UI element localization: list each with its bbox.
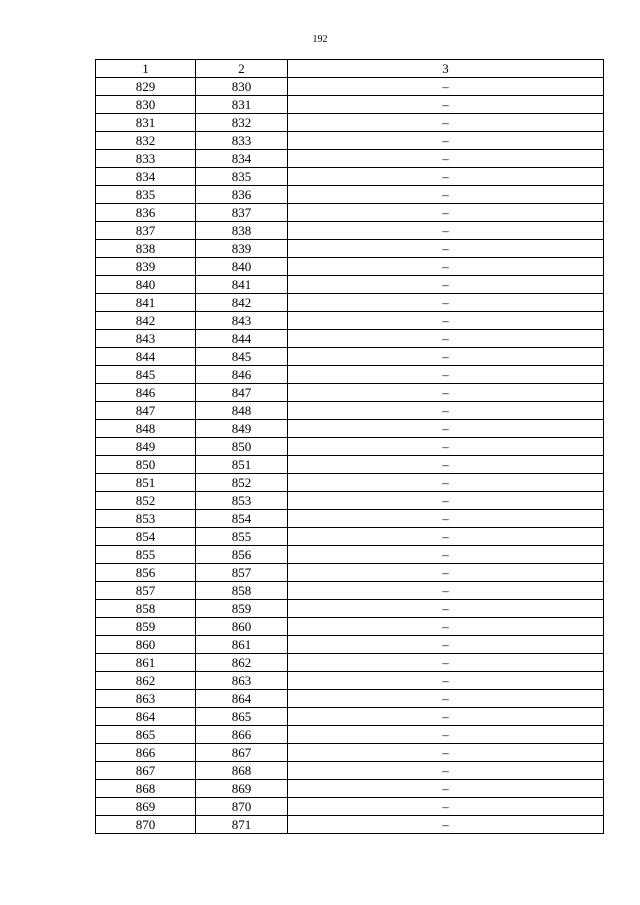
- table-cell-col1: 867: [96, 762, 196, 780]
- table-row: [96, 240, 604, 258]
- table-cell-col3: –: [288, 600, 604, 618]
- table-cell-col2: 857: [196, 564, 288, 582]
- table-cell-col3: –: [288, 582, 604, 600]
- table-cell-col1: 860: [96, 636, 196, 654]
- table-cell-col1: 862: [96, 672, 196, 690]
- table-cell-col1: 841: [96, 294, 196, 312]
- table-row: [96, 384, 604, 402]
- table-cell-col3: –: [288, 222, 604, 240]
- table-cell-col1: 853: [96, 510, 196, 528]
- table-row: [96, 132, 604, 150]
- table-cell-col1: 835: [96, 186, 196, 204]
- table-cell-col3: –: [288, 546, 604, 564]
- table-cell-col2: 839: [196, 240, 288, 258]
- table-cell-col3: –: [288, 204, 604, 222]
- table-cell-col3: –: [288, 474, 604, 492]
- table-row: [96, 564, 604, 582]
- table-cell-col1: 863: [96, 690, 196, 708]
- table-cell-col1: 831: [96, 114, 196, 132]
- table-cell-col1: 868: [96, 780, 196, 798]
- table-cell-col3: –: [288, 528, 604, 546]
- table-row: [96, 114, 604, 132]
- table-cell-col2: 864: [196, 690, 288, 708]
- table-cell-col3: –: [288, 330, 604, 348]
- column-header-3: 3: [288, 60, 604, 78]
- table-cell-col3: –: [288, 564, 604, 582]
- table-cell-col2: 848: [196, 402, 288, 420]
- table-cell-col2: 870: [196, 798, 288, 816]
- table-cell-col1: 850: [96, 456, 196, 474]
- table-cell-col1: 858: [96, 600, 196, 618]
- table-cell-col2: 834: [196, 150, 288, 168]
- table-cell-col2: 853: [196, 492, 288, 510]
- table-cell-col1: 857: [96, 582, 196, 600]
- table-cell-col3: –: [288, 762, 604, 780]
- table-row: [96, 402, 604, 420]
- table-row: [96, 690, 604, 708]
- table-cell-col2: 859: [196, 600, 288, 618]
- table-row: [96, 294, 604, 312]
- table-row: [96, 456, 604, 474]
- table-cell-col1: 847: [96, 402, 196, 420]
- table-cell-col2: 841: [196, 276, 288, 294]
- table-cell-col2: 869: [196, 780, 288, 798]
- table-cell-col3: –: [288, 186, 604, 204]
- table-row: [96, 780, 604, 798]
- table-cell-col2: 854: [196, 510, 288, 528]
- table-cell-col1: 855: [96, 546, 196, 564]
- table-cell-col2: 844: [196, 330, 288, 348]
- table-cell-col3: –: [288, 510, 604, 528]
- table-cell-col2: 863: [196, 672, 288, 690]
- table-cell-col1: 861: [96, 654, 196, 672]
- table-cell-col1: 846: [96, 384, 196, 402]
- table-cell-col1: 839: [96, 258, 196, 276]
- table-cell-col2: 862: [196, 654, 288, 672]
- table-cell-col2: 840: [196, 258, 288, 276]
- table-row: [96, 204, 604, 222]
- table-row: [96, 348, 604, 366]
- table-row: [96, 618, 604, 636]
- table-cell-col3: –: [288, 492, 604, 510]
- table-row: [96, 672, 604, 690]
- table-cell-col3: –: [288, 708, 604, 726]
- table-cell-col2: 850: [196, 438, 288, 456]
- table-row: [96, 186, 604, 204]
- table-row: [96, 312, 604, 330]
- table-row: [96, 366, 604, 384]
- table-cell-col3: –: [288, 420, 604, 438]
- table-cell-col1: 845: [96, 366, 196, 384]
- table-cell-col3: –: [288, 132, 604, 150]
- table-row: [96, 654, 604, 672]
- table-cell-col2: 842: [196, 294, 288, 312]
- table-cell-col2: 846: [196, 366, 288, 384]
- table-cell-col1: 832: [96, 132, 196, 150]
- table-cell-col2: 843: [196, 312, 288, 330]
- table-cell-col2: 860: [196, 618, 288, 636]
- table-cell-col1: 870: [96, 816, 196, 834]
- table-cell-col1: 829: [96, 78, 196, 96]
- table-cell-col1: 856: [96, 564, 196, 582]
- table-cell-col2: 831: [196, 96, 288, 114]
- table-cell-col2: 836: [196, 186, 288, 204]
- table-cell-col1: 851: [96, 474, 196, 492]
- table-cell-col3: –: [288, 726, 604, 744]
- table-row: [96, 222, 604, 240]
- table-cell-col1: 838: [96, 240, 196, 258]
- table-row: [96, 258, 604, 276]
- table-cell-col3: –: [288, 240, 604, 258]
- table-cell-col1: 859: [96, 618, 196, 636]
- table-row: [96, 726, 604, 744]
- table-row: [96, 762, 604, 780]
- table-cell-col2: 858: [196, 582, 288, 600]
- table-cell-col2: 851: [196, 456, 288, 474]
- table-cell-col3: –: [288, 798, 604, 816]
- table-cell-col3: –: [288, 654, 604, 672]
- table-row: [96, 708, 604, 726]
- table-row: [96, 510, 604, 528]
- table-row: [96, 798, 604, 816]
- table-cell-col2: 852: [196, 474, 288, 492]
- table-cell-col1: 834: [96, 168, 196, 186]
- table-row: [96, 636, 604, 654]
- table-cell-col1: 864: [96, 708, 196, 726]
- table-cell-col1: 865: [96, 726, 196, 744]
- table-cell-col3: –: [288, 78, 604, 96]
- table-cell-col3: –: [288, 114, 604, 132]
- table-cell-col1: 854: [96, 528, 196, 546]
- table-row: [96, 438, 604, 456]
- table-cell-col1: 842: [96, 312, 196, 330]
- table-cell-col2: 871: [196, 816, 288, 834]
- table-cell-col1: 843: [96, 330, 196, 348]
- table-cell-col3: –: [288, 636, 604, 654]
- table-cell-col2: 865: [196, 708, 288, 726]
- table-cell-col2: 837: [196, 204, 288, 222]
- table-row: [96, 492, 604, 510]
- table-cell-col2: 866: [196, 726, 288, 744]
- table-cell-col3: –: [288, 168, 604, 186]
- table-cell-col1: 866: [96, 744, 196, 762]
- table-cell-col1: 837: [96, 222, 196, 240]
- table-cell-col3: –: [288, 258, 604, 276]
- data-table: [95, 59, 604, 834]
- table-cell-col1: 848: [96, 420, 196, 438]
- table-header-row: [96, 60, 604, 78]
- table-cell-col2: 867: [196, 744, 288, 762]
- table-cell-col3: –: [288, 384, 604, 402]
- table-row: [96, 96, 604, 114]
- table-row: [96, 528, 604, 546]
- table-row: [96, 816, 604, 834]
- table-row: [96, 582, 604, 600]
- table-cell-col1: 844: [96, 348, 196, 366]
- page-number: 192: [312, 34, 328, 45]
- table-cell-col1: 830: [96, 96, 196, 114]
- table-cell-col3: –: [288, 276, 604, 294]
- table-cell-col3: –: [288, 744, 604, 762]
- table-row: [96, 744, 604, 762]
- table-cell-col3: –: [288, 366, 604, 384]
- table-cell-col2: 833: [196, 132, 288, 150]
- table-row: [96, 78, 604, 96]
- table-cell-col3: –: [288, 690, 604, 708]
- table-cell-col3: –: [288, 150, 604, 168]
- table-row: [96, 150, 604, 168]
- table-row: [96, 546, 604, 564]
- table-cell-col3: –: [288, 402, 604, 420]
- column-header-1: 1: [96, 60, 196, 78]
- table-row: [96, 420, 604, 438]
- table-cell-col1: 869: [96, 798, 196, 816]
- table-cell-col3: –: [288, 618, 604, 636]
- table-cell-col3: –: [288, 96, 604, 114]
- table-row: [96, 276, 604, 294]
- table-cell-col2: 861: [196, 636, 288, 654]
- table-cell-col3: –: [288, 780, 604, 798]
- table-cell-col2: 832: [196, 114, 288, 132]
- table-cell-col2: 830: [196, 78, 288, 96]
- column-header-2: 2: [196, 60, 288, 78]
- table-cell-col1: 849: [96, 438, 196, 456]
- table-cell-col3: –: [288, 456, 604, 474]
- table-row: [96, 168, 604, 186]
- table-cell-col2: 855: [196, 528, 288, 546]
- table-cell-col3: –: [288, 348, 604, 366]
- table-cell-col2: 838: [196, 222, 288, 240]
- table-row: [96, 600, 604, 618]
- table-row: [96, 474, 604, 492]
- table-cell-col2: 835: [196, 168, 288, 186]
- table-cell-col2: 847: [196, 384, 288, 402]
- table-body: [96, 78, 604, 834]
- table-cell-col3: –: [288, 294, 604, 312]
- table-cell-col2: 856: [196, 546, 288, 564]
- table-cell-col3: –: [288, 312, 604, 330]
- table-cell-col1: 852: [96, 492, 196, 510]
- table-cell-col3: –: [288, 816, 604, 834]
- table-cell-col2: 849: [196, 420, 288, 438]
- table-cell-col3: –: [288, 672, 604, 690]
- table-cell-col1: 836: [96, 204, 196, 222]
- table-cell-col3: –: [288, 438, 604, 456]
- table-row: [96, 330, 604, 348]
- table-cell-col2: 845: [196, 348, 288, 366]
- table-cell-col1: 840: [96, 276, 196, 294]
- table-cell-col2: 868: [196, 762, 288, 780]
- table-cell-col1: 833: [96, 150, 196, 168]
